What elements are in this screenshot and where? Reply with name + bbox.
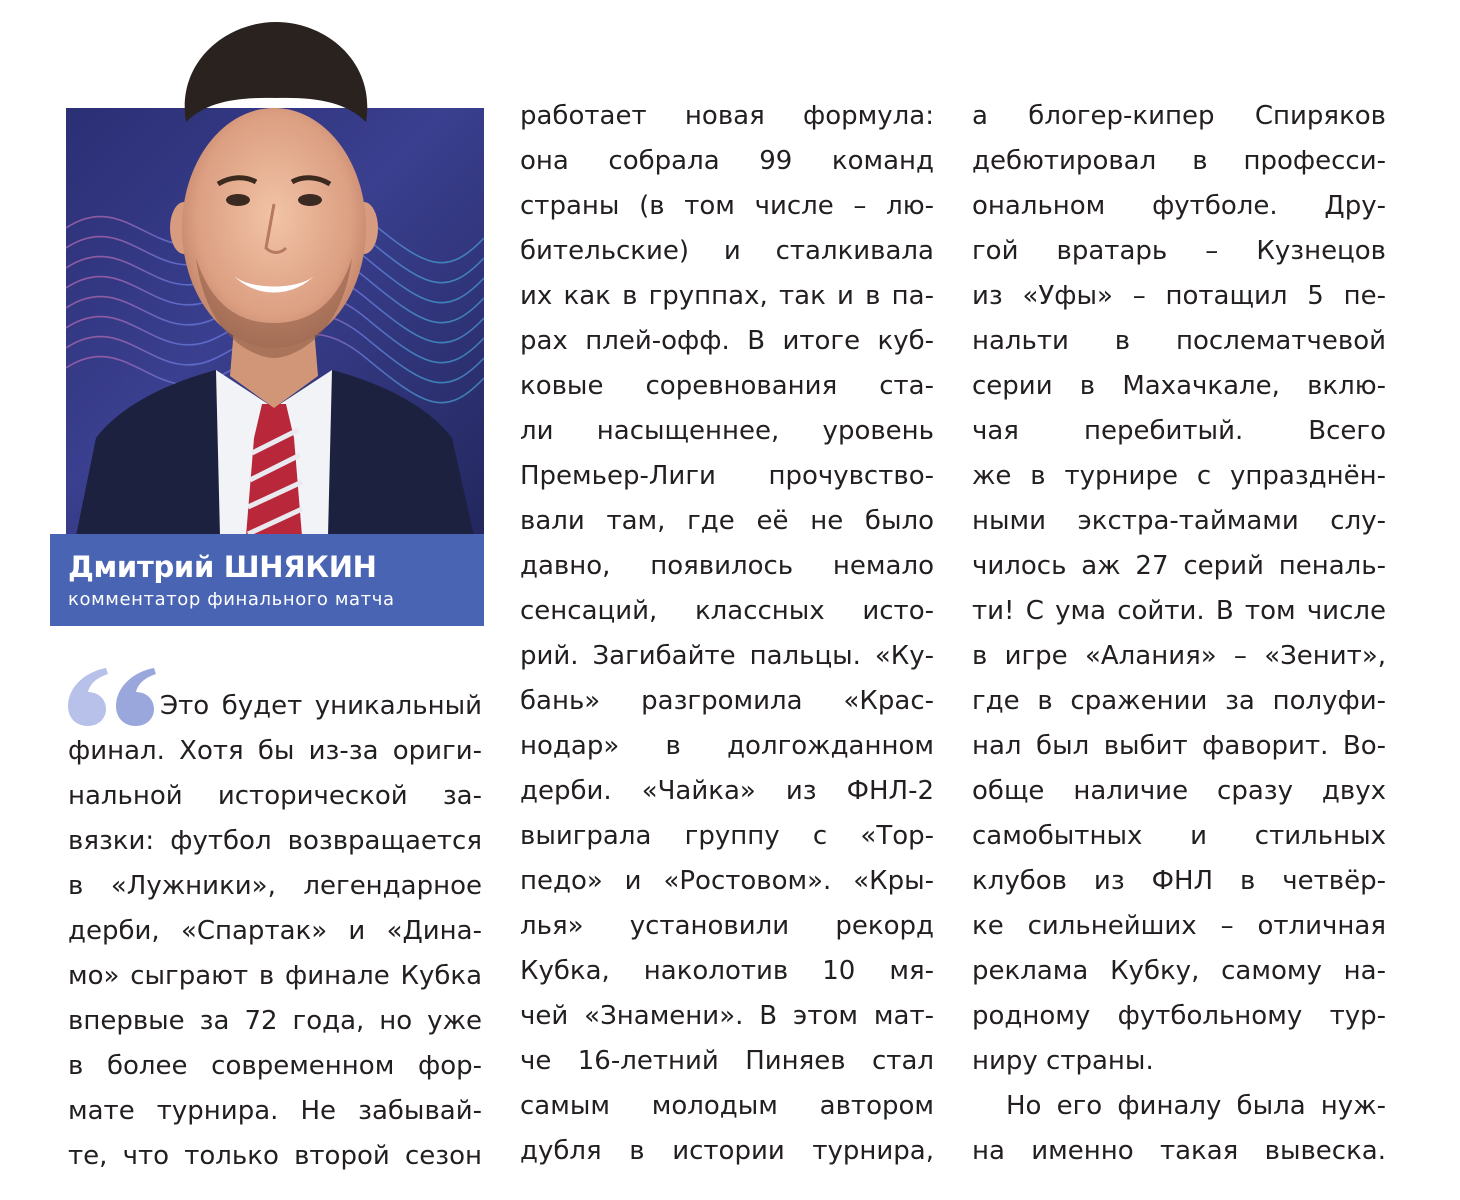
text-line: дерби. «Чайка» из ФНЛ-2 — [520, 776, 934, 806]
text-line: вали там, где её не было — [520, 506, 934, 536]
text-line: чилось аж 27 серий пеналь- — [972, 551, 1386, 581]
text-line: Но его финалу была нуж- — [1006, 1091, 1386, 1121]
text-line: ке сильнейших – отличная — [972, 911, 1386, 941]
portrait-illustration — [66, 108, 484, 536]
text-line: ти! С ума сойти. В том числе — [972, 596, 1386, 626]
text-line: нодар» в долгожданном — [520, 731, 934, 761]
article-column-2 — [520, 94, 934, 1174]
text-line: же в турнире с упразднён- — [972, 461, 1386, 491]
text-line: Это будет уникальный — [160, 691, 482, 721]
text-line: самобытных и стильных — [972, 821, 1386, 851]
text-line: она собрала 99 команд — [520, 146, 934, 176]
text-line: страны (в том числе – лю- — [520, 191, 934, 221]
text-line: чая перебитый. Всего — [972, 416, 1386, 446]
text-line: гой вратарь – Кузнецов — [972, 236, 1386, 266]
person-first-name: Дмитрий — [68, 550, 214, 584]
text-line: дебютировал в професси- — [972, 146, 1386, 176]
text-line: из «Уфы» – потащил 5 пе- — [972, 281, 1386, 311]
text-line: ковые соревнования ста- — [520, 371, 934, 401]
text-line: нальной исторической за- — [68, 781, 482, 811]
text-line: клубов из ФНЛ в четвёр- — [972, 866, 1386, 896]
text-line: финал. Хотя бы из-за ориги- — [68, 736, 482, 766]
text-line: те, что только второй сезон — [68, 1141, 482, 1171]
text-line: работает новая формула: — [520, 101, 934, 131]
text-line: обще наличие сразу двух — [972, 776, 1386, 806]
person-role: комментатор финального матча — [68, 589, 395, 610]
article-column-3 — [972, 94, 1386, 1174]
text-line: бань» разгромила «Крас- — [520, 686, 934, 716]
text-line: чей «Знамени». В этом мат- — [520, 1001, 934, 1031]
text-line: дубля в истории турнира, — [520, 1136, 934, 1166]
hair-illustration — [176, 22, 376, 122]
text-line: их как в группах, так и в па- — [520, 281, 934, 311]
text-line: вязки: футбол возвращается — [68, 826, 482, 856]
text-line: дерби, «Спартак» и «Дина- — [68, 916, 482, 946]
text-line: в игре «Алания» – «Зенит», — [972, 641, 1386, 671]
text-line: самым молодым автором — [520, 1091, 934, 1121]
text-line: рах плей-офф. В итоге куб- — [520, 326, 934, 356]
photo-caption — [50, 534, 484, 626]
text-line: родному футбольному тур- — [972, 1001, 1386, 1031]
text-line: ными экстра-таймами слу- — [972, 506, 1386, 536]
text-line: нал был выбит фаворит. Во- — [972, 731, 1386, 761]
text-line: Кубка, наколотив 10 мя- — [520, 956, 934, 986]
text-line: ниру страны. — [972, 1046, 1154, 1076]
text-line: в более современном фор- — [68, 1051, 482, 1081]
text-line: сенсаций, классных исто- — [520, 596, 934, 626]
text-line: мате турнира. Не забывай- — [68, 1096, 482, 1126]
text-line: нальти в послематчевой — [972, 326, 1386, 356]
text-line: ли насыщеннее, уровень — [520, 416, 934, 446]
text-line: давно, появилось немало — [520, 551, 934, 581]
text-line: в «Лужники», легендарное — [68, 871, 482, 901]
text-line: впервые за 72 года, но уже — [68, 1006, 482, 1036]
portrait-photo — [66, 108, 484, 536]
text-line: рий. Загибайте пальцы. «Ку- — [520, 641, 934, 671]
text-line: че 16-летний Пиняев стал — [520, 1046, 934, 1076]
text-line: где в сражении за полуфи- — [972, 686, 1386, 716]
text-line: выиграла группу с «Тор- — [520, 821, 934, 851]
text-line: ональном футболе. Дру- — [972, 191, 1386, 221]
text-line: на именно такая вывеска. — [972, 1136, 1386, 1166]
text-line: педо» и «Ростовом». «Кры- — [520, 866, 934, 896]
text-line: реклама Кубку, самому на- — [972, 956, 1386, 986]
text-line: бительские) и сталкивала — [520, 236, 934, 266]
text-line: а блогер-кипер Спиряков — [972, 101, 1386, 131]
person-last-name: ШНЯКИН — [223, 550, 377, 584]
person-name — [68, 550, 484, 584]
text-line: серии в Махачкале, вклю- — [972, 371, 1386, 401]
text-line: лья» установили рекорд — [520, 911, 934, 941]
text-line: Премьер-Лиги прочувство- — [520, 461, 934, 491]
article-column-1 — [68, 684, 482, 1179]
text-line: мо» сыграют в финале Кубка — [68, 961, 482, 991]
